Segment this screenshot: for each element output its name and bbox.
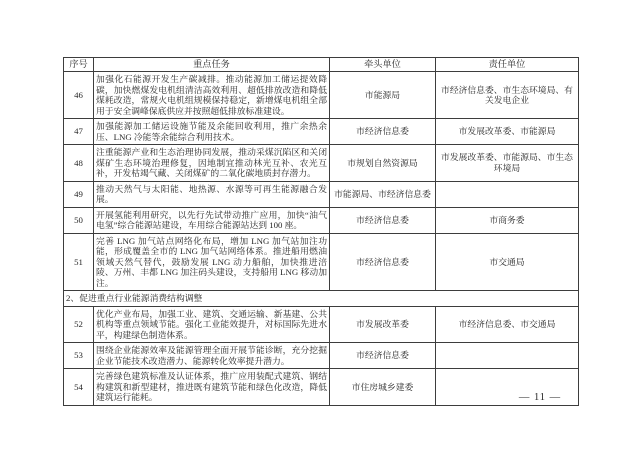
row-number-cell: 46 — [64, 72, 94, 119]
responsible-unit-cell: 市发展改革委、市能源局、市生态环境局 — [436, 145, 579, 182]
lead-unit-cell: 市规划自然资源局 — [330, 145, 436, 182]
task-table — [63, 57, 579, 406]
task-row — [64, 306, 579, 343]
lead-unit-cell: 市经济信息委 — [330, 343, 436, 369]
header-responsible-unit: 责任单位 — [436, 58, 579, 72]
task-cell: 开展氢能利用研究，以先行先试带动推广应用，加快“油气电氢”综合能源站建设，车用综合能源站达到 100 座。 — [94, 207, 330, 233]
section-header-label: 2、促进重点行业能源消费结构调整 — [64, 291, 579, 307]
responsible-unit-cell — [436, 181, 579, 207]
lead-unit-cell: 市经济信息委 — [330, 233, 436, 291]
responsible-unit-cell: 市经济信息委、市生态环境局、有关发电企业 — [436, 72, 579, 119]
task-cell: 推动天然气与太阳能、地热源、水源等可再生能源融合发展。 — [94, 181, 330, 207]
header-key-task: 重点任务 — [94, 58, 330, 72]
lead-unit-cell: 市发展改革委 — [330, 306, 436, 343]
lead-unit-cell: 市经济信息委 — [330, 207, 436, 233]
task-row — [64, 181, 579, 207]
task-row — [64, 145, 579, 182]
task-row — [64, 343, 579, 369]
page-number: — 11 — — [518, 392, 562, 403]
responsible-unit-cell: 市经济信息委、市交通局 — [436, 306, 579, 343]
row-number-cell: 47 — [64, 119, 94, 145]
lead-unit-cell: 市能源局 — [330, 72, 436, 119]
header-lead-unit: 牵头单位 — [330, 58, 436, 72]
task-cell: 加强化石能源开发生产碳减排。推动能源加工储运提效降碳，加快燃煤发电机组清洁高效利用、超低排放改造和降低煤耗改造，常规火电机组规模保持稳定，新增煤电机组全部用于安全调峰保底供应并按照超低排放标准建设。 — [94, 72, 330, 119]
row-number-cell: 54 — [64, 369, 94, 406]
row-number-cell: 51 — [64, 233, 94, 291]
task-cell: 注重能源产业和生态治理协同发展，推动采煤沉陷区和关闭煤矿生态环境治理修复，因地制宜推动林光互补、农光互补，开发枯竭气藏、关闭煤矿的二氧化碳地质封存潜力。 — [94, 145, 330, 182]
task-cell: 加强能源加工储运设施节能及余能回收利用，推广余热余压、LNG 冷能等余能综合利用技术。 — [94, 119, 330, 145]
responsible-unit-cell — [436, 343, 579, 369]
section-header-row — [64, 291, 579, 307]
task-row — [64, 369, 579, 406]
row-number-cell: 52 — [64, 306, 94, 343]
row-number-cell: 53 — [64, 343, 94, 369]
row-number-cell: 49 — [64, 181, 94, 207]
task-table-body — [64, 72, 579, 406]
row-number-cell: 48 — [64, 145, 94, 182]
task-row — [64, 207, 579, 233]
task-row — [64, 119, 579, 145]
task-row — [64, 72, 579, 119]
responsible-unit-cell: 市发展改革委、市能源局 — [436, 119, 579, 145]
lead-unit-cell: 市能源局、市经济信息委 — [330, 181, 436, 207]
task-cell: 围绕企业能源效率及能源管理全面开展节能诊断，充分挖掘企业节能技术改造潜力、能源转化效率提升潜力。 — [94, 343, 330, 369]
task-cell: 完善绿色建筑标准及认证体系，推广应用装配式建筑、钢结构建筑和新型建材，推进既有建筑节能和绿色化改造，降低建筑运行能耗。 — [94, 369, 330, 406]
table-header-row — [64, 58, 579, 72]
lead-unit-cell: 市住房城乡建委 — [330, 369, 436, 406]
responsible-unit-cell: 市交通局 — [436, 233, 579, 291]
task-cell: 完善 LNG 加气站点网络化布局，增加 LNG 加气站加注功能，形成覆盖全市的 LNG 加气站网络体系。推进船用燃油领域天然气替代，鼓励发展 LNG 动力船舶，加快推进涪陵、万州、丰都 LNG 加注码头建设，支持船用 LNG 移动加注。 — [94, 233, 330, 291]
header-serial-number: 序号 — [64, 58, 94, 72]
row-number-cell: 50 — [64, 207, 94, 233]
responsible-unit-cell: 市商务委 — [436, 207, 579, 233]
task-cell: 优化产业布局，加强工业、建筑、交通运输、新基建、公共机构等重点领域节能。强化工业能效提升，对标国际先进水平，构建绿色制造体系。 — [94, 306, 330, 343]
lead-unit-cell: 市经济信息委 — [330, 119, 436, 145]
task-row — [64, 233, 579, 291]
